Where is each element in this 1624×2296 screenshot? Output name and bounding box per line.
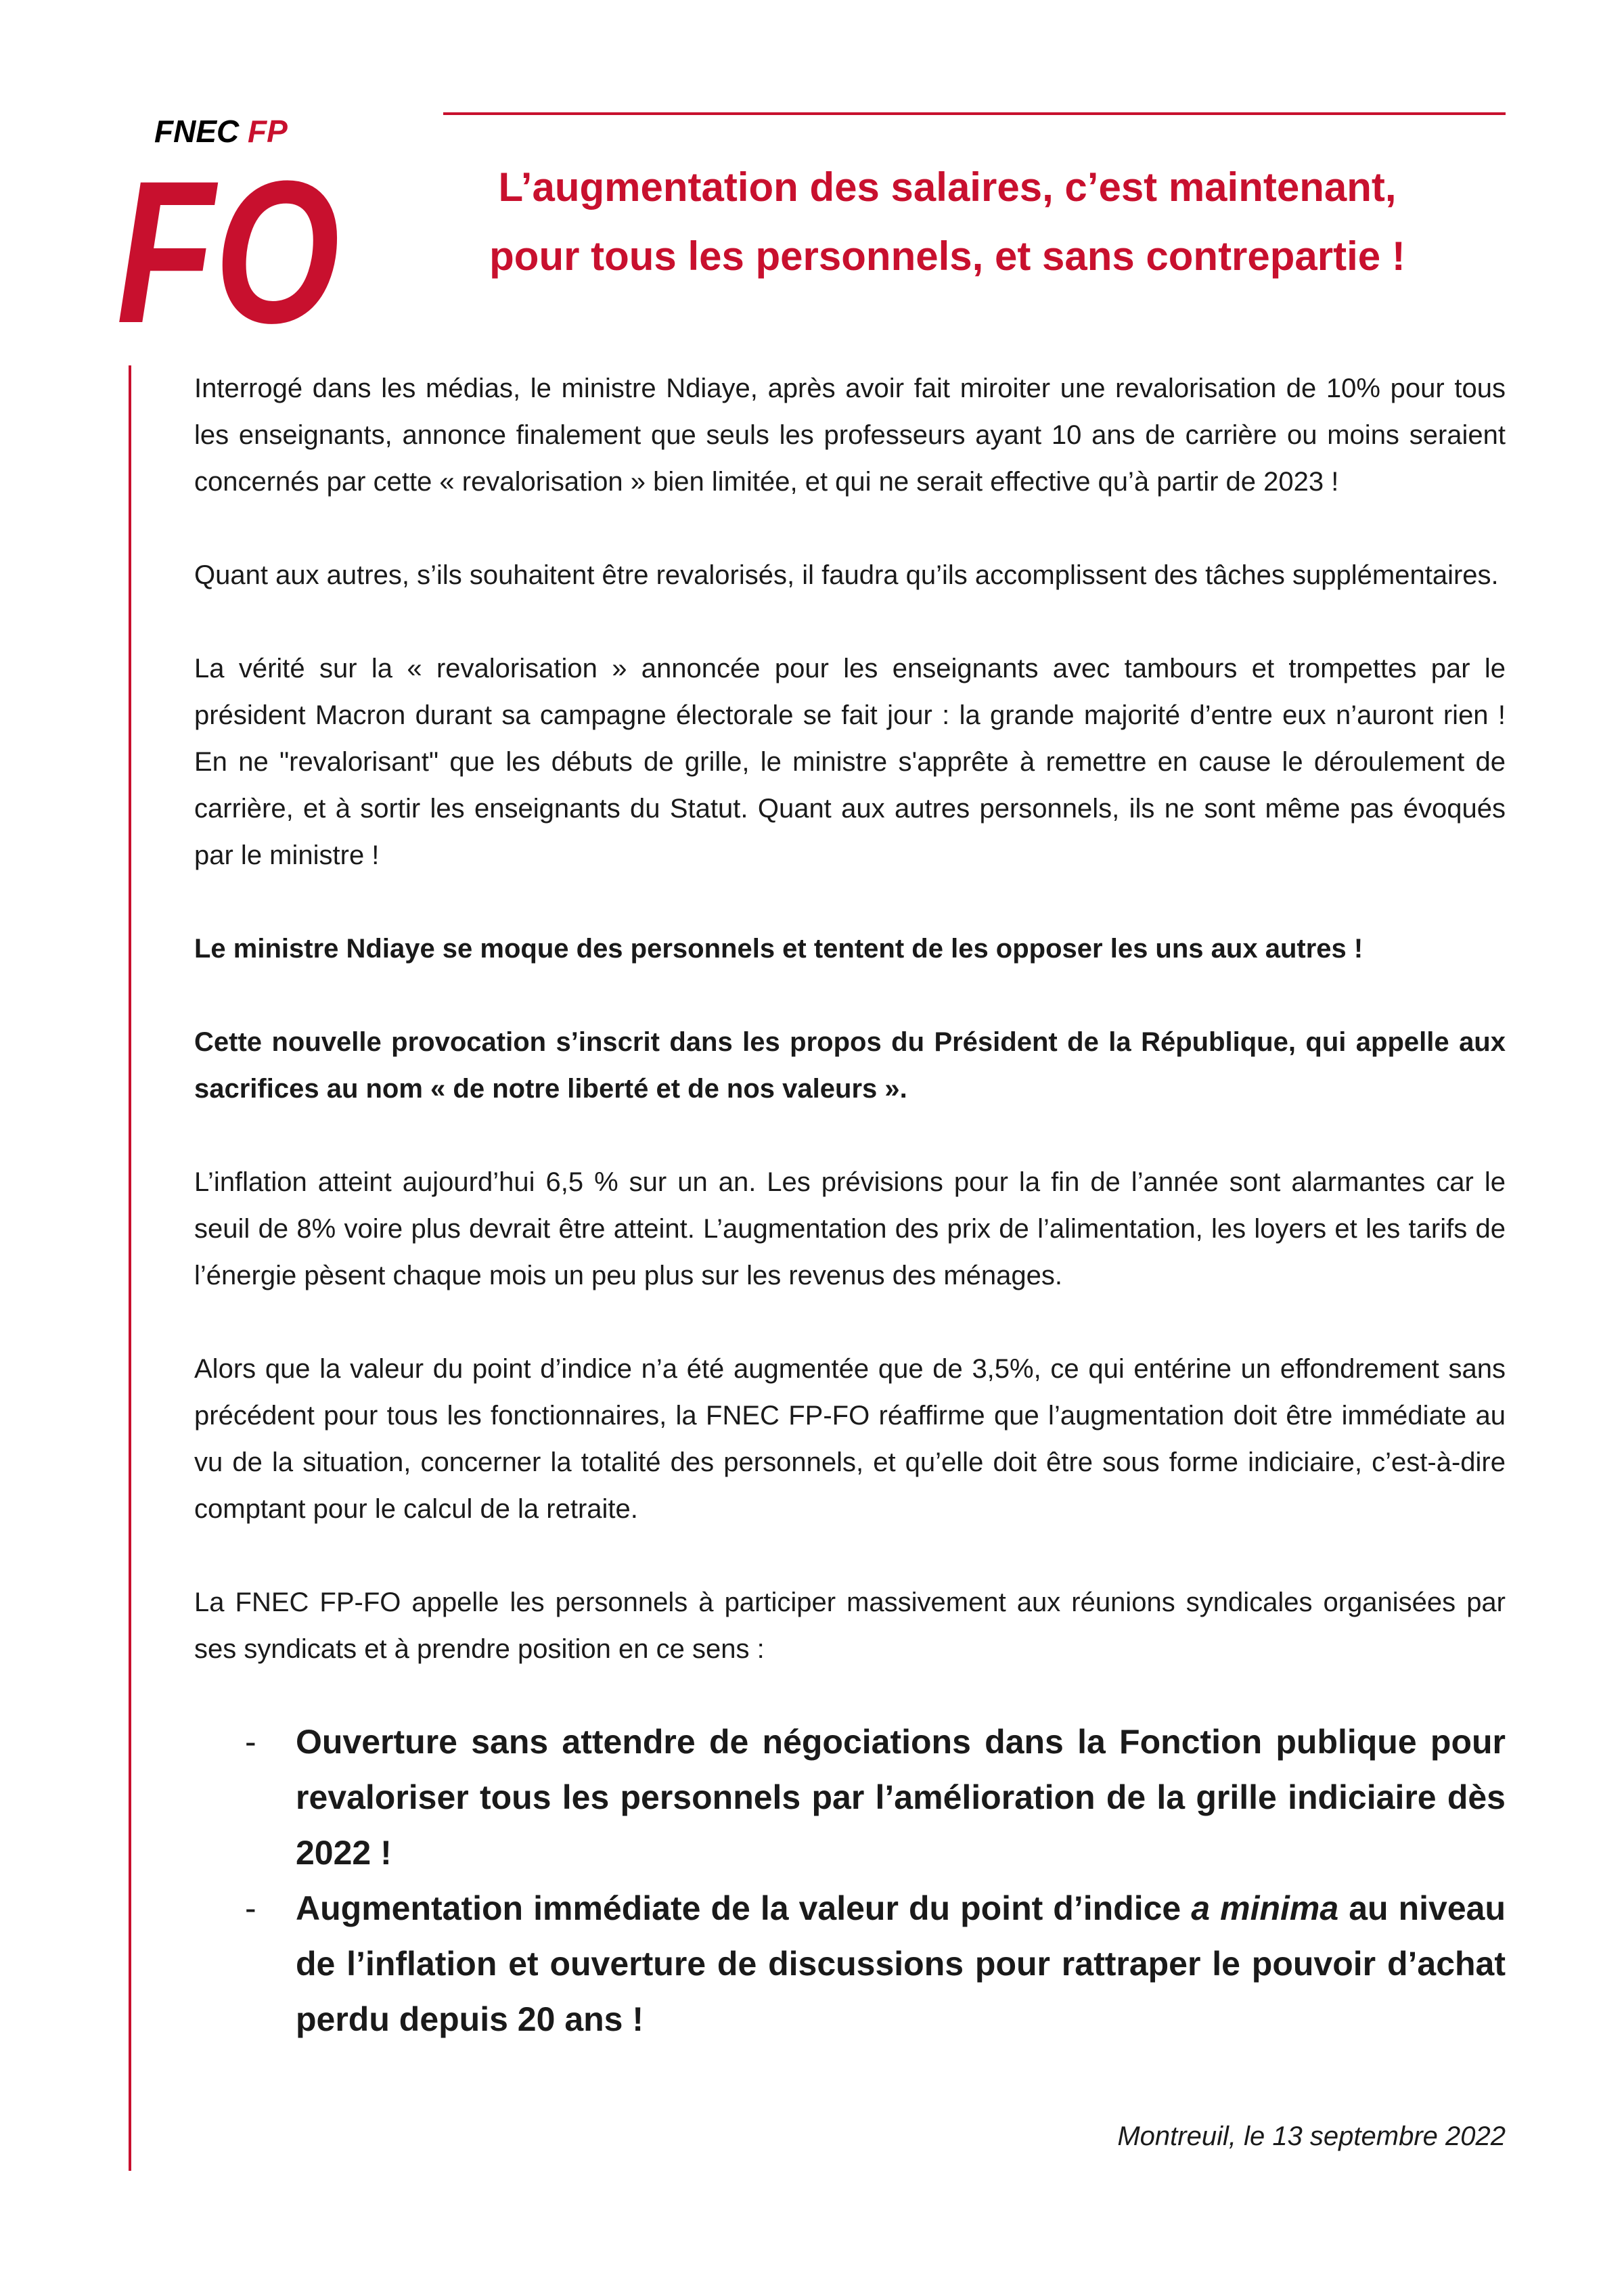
headline-line-1: L’augmentation des salaires, c’est maintenant, xyxy=(498,164,1397,210)
paragraph-intro: Interrogé dans les médias, le ministre Ndiaye, après avoir fait miroiter une revalorisation de 10% pour tous les enseignants, annonce finalement que seuls les professeurs ayant 10 ans de carrière ou moins seraient concernés par cette « revalorisation » bien limitée, et qui ne serait effective qu’à partir de 2023 ! xyxy=(194,374,1506,497)
bullet-dash: - xyxy=(245,1889,256,1927)
paragraph-call: La FNEC FP-FO appelle les personnels à participer massivement aux réunions syndicales organisées par ses syndicats et à prendre position en ce sens : xyxy=(194,1588,1506,1664)
paragraph-inflation: L’inflation atteint aujourd’hui 6,5 % sur un an. Les prévisions pour la fin de l’année sont alarmantes car le seuil de 8% voire plus devrait être atteint. L’augmentation des prix de l’alimentation, les loyers et les tarifs de l’énergie pèsent chaque mois un peu plus sur les revenus des ménages. xyxy=(194,1167,1506,1290)
demand-text: Ouverture sans attendre de négociations dans la Fonction publique pour revaloriser tous les personnels par l’amélioration de la grille indiciaire dès 2022 ! xyxy=(296,1723,1506,1872)
paragraph-others: Quant aux autres, s’ils souhaitent être revalorisés, il faudra qu’ils accomplissent des tâches supplémentaires. xyxy=(194,560,1499,590)
headline-line-2: pour tous les personnels, et sans contrepartie ! xyxy=(489,233,1405,279)
header-rule xyxy=(443,112,1506,115)
signature-date: Montreuil, le 13 septembre 2022 xyxy=(1117,2121,1506,2151)
paragraph-minister-bold: Le ministre Ndiaye se moque des personnels et tentent de les opposer les uns aux autres ! xyxy=(194,934,1363,964)
margin-rule xyxy=(129,365,131,2171)
demand-item-negotiations xyxy=(194,1714,1506,1881)
logo-fnec-fp-text: FNEC FP xyxy=(154,114,288,149)
paragraph-truth: La vérité sur la « revalorisation » annoncée pour les enseignants avec tambours et trompettes par le président Macron durant sa campagne électorale se fait jour : la grande majorité d’entre eux n’auront rien ! En ne "revalorisant" que les débuts de grille, le ministre s'apprête à remettre en cause le déroulement de carrière, et à sortir les enseignants du Statut. Quant aux autres personnels, ils ne sont même pas évoqués par le ministre ! xyxy=(194,654,1506,870)
paragraph-provocation-bold: Cette nouvelle provocation s’inscrit dans les propos du Président de la République, qui appelle aux sacrifices au nom « de notre liberté et de nos valeurs ». xyxy=(194,1027,1506,1104)
bullet-dash: - xyxy=(245,1723,256,1761)
demand-text-start: Augmentation immédiate de la valeur du point d’indice xyxy=(296,1889,1192,1927)
demand-text-italic: a minima xyxy=(1191,1889,1339,1927)
paragraph-point-indice: Alors que la valeur du point d’indice n’a été augmentée que de 3,5%, ce qui entérine un effondrement sans précédent pour tous les fonctionnaires, la FNEC FP-FO réaffirme que l’augmentation doit être immédiate au vu de la situation, concerner la totalité des personnels, et qu’elle doit être sous forme indiciaire, c’est-à-dire comptant pour le calcul de la retraite. xyxy=(194,1354,1506,1524)
fo-logo xyxy=(115,114,345,330)
headline xyxy=(379,153,1516,291)
demand-item-point-indice xyxy=(194,1881,1506,2047)
demands-list xyxy=(194,1714,1506,2047)
document-body xyxy=(194,365,1506,2047)
logo-fo-text: FO xyxy=(116,138,340,330)
fnec-fp-fo-logo-graphic xyxy=(115,114,345,330)
demand-text-end: au niveau de l’inflation et ouverture de discussions pour rattraper le pouvoir d’achat perdu depuis 20 ans ! xyxy=(296,1889,1506,2038)
